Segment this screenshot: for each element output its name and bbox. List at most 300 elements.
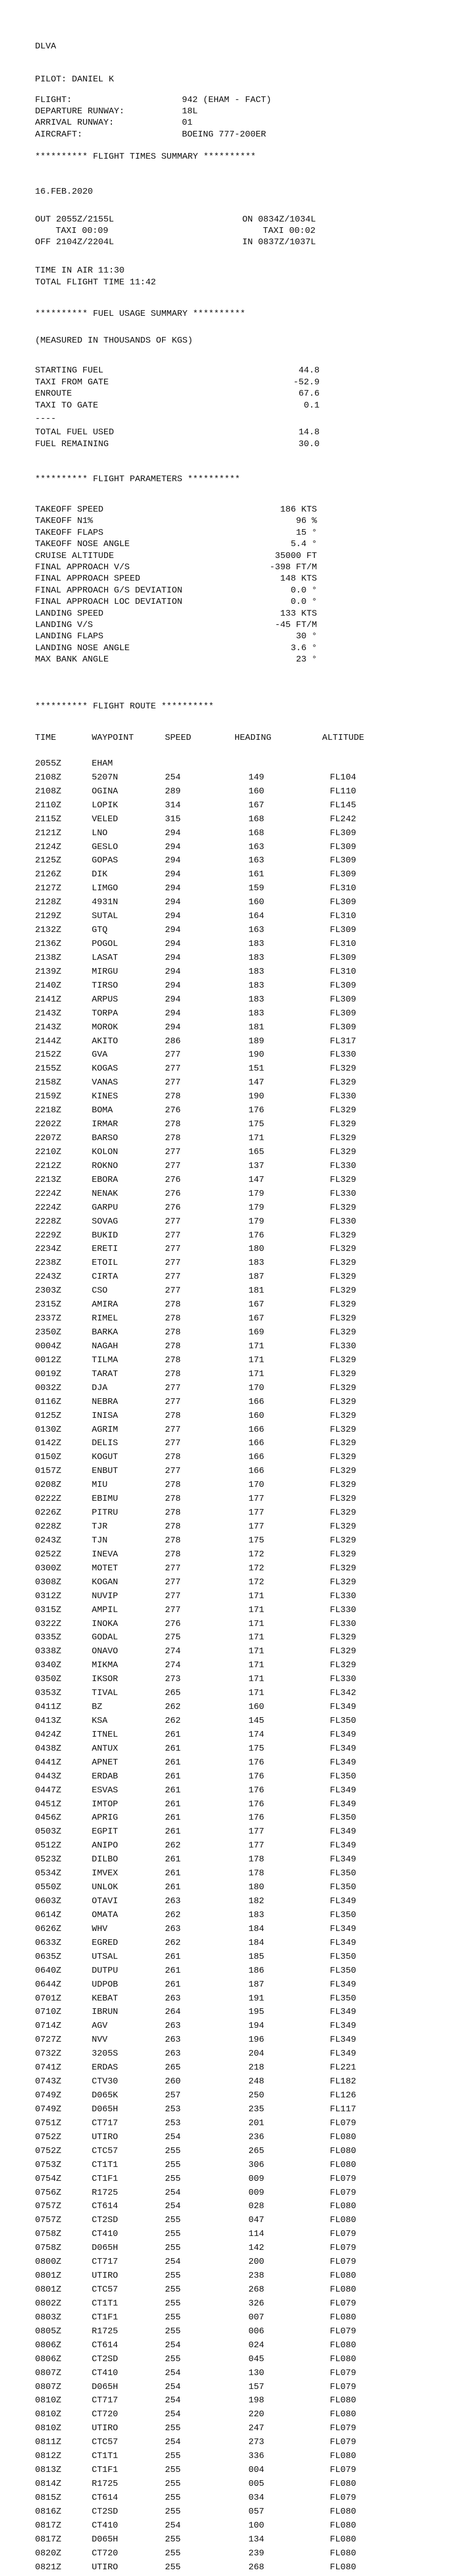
route-col-time: 0150Z — [35, 1452, 62, 1463]
route-col-speed: 254 — [165, 772, 181, 783]
route-col-time: 0757Z — [35, 2215, 62, 2226]
route-col-speed: 277 — [165, 1244, 181, 1255]
flight-route-heading: ********** FLIGHT ROUTE ********** — [35, 702, 214, 711]
route-col-altitude: FL242 — [330, 814, 357, 824]
parameter-value: 15 ° — [296, 528, 317, 538]
route-col-speed: 261 — [165, 1965, 181, 1976]
route-col-altitude: FL080 — [330, 2201, 357, 2212]
route-col-altitude: FL080 — [330, 2146, 357, 2156]
route-col-heading: 045 — [248, 2354, 264, 2364]
fuel-total-value: 14.8 — [298, 428, 320, 437]
route-col-waypoint: DUTPU — [92, 1965, 119, 1976]
route-col-heading: 134 — [248, 2534, 264, 2545]
route-col-heading: 165 — [248, 1147, 264, 1157]
route-col-heading: 326 — [248, 2298, 264, 2309]
route-col-speed: 255 — [165, 2451, 181, 2462]
route-col-waypoint: UTSAL — [92, 1952, 119, 1962]
route-col-altitude: FL329 — [330, 1244, 357, 1255]
route-col-speed: 276 — [165, 1189, 181, 1199]
route-col-time: 2238Z — [35, 1258, 62, 1268]
route-col-altitude: FL350 — [330, 1813, 357, 1823]
route-col-altitude: FL329 — [330, 1480, 357, 1490]
route-col-heading: 194 — [248, 2021, 264, 2031]
route-col-waypoint: CT410 — [92, 2229, 119, 2240]
route-col-altitude: FL080 — [330, 2160, 357, 2170]
route-col-waypoint: BARKA — [92, 1328, 119, 1338]
route-col-altitude: FL330 — [330, 1619, 357, 1629]
route-col-speed: 278 — [165, 1314, 181, 1324]
route-col-time: 0644Z — [35, 1979, 62, 1990]
route-col-waypoint: RIMEL — [92, 1314, 119, 1324]
route-col-waypoint: CT2SD — [92, 2215, 119, 2226]
route-col-time: 0802Z — [35, 2298, 62, 2309]
route-col-time: 0741Z — [35, 2063, 62, 2073]
route-col-speed: 255 — [165, 2174, 181, 2184]
route-col-speed: 255 — [165, 2229, 181, 2240]
route-col-heading: 130 — [248, 2368, 264, 2378]
route-col-speed: 277 — [165, 1397, 181, 1407]
route-col-heading: 159 — [248, 884, 264, 894]
route-col-heading: 183 — [248, 980, 264, 991]
route-col-speed: 294 — [165, 856, 181, 866]
route-col-altitude: FL080 — [330, 2562, 357, 2572]
route-col-time: 0635Z — [35, 1952, 62, 1962]
route-col-waypoint: BZ — [92, 1702, 103, 1713]
arrival-runway-value: 01 — [182, 118, 193, 128]
route-col-altitude: FL079 — [330, 2174, 357, 2184]
route-col-altitude: FL079 — [330, 2465, 357, 2476]
route-col-heading: 175 — [248, 1535, 264, 1546]
total-flight-time: TOTAL FLIGHT TIME 11:42 — [35, 278, 156, 287]
route-col-altitude: FL329 — [330, 1522, 357, 1532]
route-col-speed: 262 — [165, 1938, 181, 1948]
route-col-altitude: FL329 — [330, 1106, 357, 1116]
parameter-label: TAKEOFF NOSE ANGLE — [35, 539, 130, 550]
route-col-waypoint: NUVIP — [92, 1591, 119, 1601]
route-col-altitude: FL349 — [330, 1743, 357, 1754]
fuel-unit-note: (MEASURED IN THOUSANDS OF KGS) — [35, 336, 193, 346]
flight-label: FLIGHT: — [35, 95, 72, 105]
route-col-heading: 265 — [248, 2146, 264, 2156]
route-col-waypoint: IKSOR — [92, 1674, 119, 1685]
route-col-speed: 261 — [165, 1743, 181, 1754]
route-col-altitude: FL329 — [330, 1577, 357, 1587]
route-col-time: 0701Z — [35, 1993, 62, 2004]
route-col-heading: 177 — [248, 1522, 264, 1532]
route-col-altitude: FL350 — [330, 1965, 357, 1976]
route-col-time: 0640Z — [35, 1965, 62, 1976]
route-col-speed: 262 — [165, 1841, 181, 1851]
taxi-out-time: TAXI 00:09 — [56, 226, 109, 236]
route-col-time: 0130Z — [35, 1425, 62, 1435]
route-col-time: 2228Z — [35, 1216, 62, 1227]
route-col-heading: 178 — [248, 1855, 264, 1865]
route-col-altitude: FL110 — [330, 786, 357, 796]
route-col-waypoint: KOGAS — [92, 1064, 119, 1074]
route-col-waypoint: CT1T1 — [92, 2160, 119, 2170]
route-col-altitude: FL329 — [330, 1147, 357, 1157]
route-col-altitude: FL309 — [330, 980, 357, 991]
route-col-altitude: FL079 — [330, 2118, 357, 2128]
route-col-speed: 263 — [165, 1896, 181, 1907]
route-col-altitude: FL310 — [330, 939, 357, 950]
route-col-heading: 176 — [248, 1106, 264, 1116]
route-col-speed: 286 — [165, 1036, 181, 1046]
route-col-speed: 254 — [165, 2201, 181, 2212]
route-col-speed: 278 — [165, 1535, 181, 1546]
route-col-time: 0353Z — [35, 1688, 62, 1699]
route-col-speed: 255 — [165, 2493, 181, 2503]
route-col-altitude: FL329 — [330, 1314, 357, 1324]
route-col-heading: 171 — [248, 1619, 264, 1629]
taxi-in-time: TAXI 00:02 — [263, 226, 316, 236]
route-col-speed: 254 — [165, 2396, 181, 2406]
route-col-altitude: FL309 — [330, 842, 357, 852]
route-col-waypoint: TJN — [92, 1535, 108, 1546]
route-col-waypoint: R1725 — [92, 2188, 119, 2198]
route-col-waypoint: CTC57 — [92, 2437, 119, 2448]
route-col-time: 2212Z — [35, 1161, 62, 1171]
route-col-waypoint: DILBO — [92, 1855, 119, 1865]
route-col-altitude: FL349 — [330, 1730, 357, 1740]
route-col-time: 0243Z — [35, 1535, 62, 1546]
route-col-speed: 275 — [165, 1633, 181, 1643]
route-col-time: 0821Z — [35, 2562, 62, 2572]
route-col-speed: 262 — [165, 1716, 181, 1726]
flight-date: 16.FEB.2020 — [35, 187, 93, 197]
route-col-heading: 182 — [248, 1896, 264, 1907]
route-col-altitude: FL309 — [330, 1022, 357, 1032]
route-col-altitude: FL079 — [330, 2188, 357, 2198]
route-col-heading: 100 — [248, 2520, 264, 2531]
fuel-row-label: TAXI TO GATE — [35, 401, 98, 411]
aircraft-label: AIRCRAFT: — [35, 130, 82, 140]
route-col-heading: 170 — [248, 1480, 264, 1490]
route-col-heading: 239 — [248, 2548, 264, 2558]
route-col-heading: 189 — [248, 1036, 264, 1046]
route-col-heading: 204 — [248, 2049, 264, 2059]
route-col-heading: 157 — [248, 2382, 264, 2392]
route-col-waypoint: INISA — [92, 1411, 119, 1421]
route-col-waypoint: BARSO — [92, 1133, 119, 1144]
route-col-time: 0142Z — [35, 1438, 62, 1449]
route-col-altitude: FL080 — [330, 2506, 357, 2517]
route-col-speed: 276 — [165, 1619, 181, 1629]
fuel-total-label: FUEL REMAINING — [35, 439, 109, 449]
route-col-altitude: FL310 — [330, 967, 357, 977]
route-col-speed: 254 — [165, 2257, 181, 2267]
route-col-heading: 166 — [248, 1397, 264, 1407]
fuel-total-value: 30.0 — [298, 439, 320, 449]
route-col-heading: 176 — [248, 1771, 264, 1782]
route-col-heading: 175 — [248, 1120, 264, 1130]
route-col-altitude: FL350 — [330, 1910, 357, 1920]
route-col-altitude: FL080 — [330, 2340, 357, 2350]
route-col-time: 0727Z — [35, 2035, 62, 2045]
route-col-time: 0503Z — [35, 1827, 62, 1837]
route-col-altitude: FL329 — [330, 1411, 357, 1421]
route-col-altitude: FL079 — [330, 2424, 357, 2434]
route-col-waypoint: APNET — [92, 1757, 119, 1768]
route-col-waypoint: AGRIM — [92, 1425, 119, 1435]
off-time: OFF 2104Z/2204L — [35, 238, 114, 247]
aircraft-value: BOEING 777-200ER — [182, 130, 266, 140]
route-col-time: 0340Z — [35, 1660, 62, 1671]
route-col-speed: 277 — [165, 1425, 181, 1435]
route-col-speed: 255 — [165, 2160, 181, 2170]
route-col-altitude: FL221 — [330, 2063, 357, 2073]
route-col-time: 0523Z — [35, 1855, 62, 1865]
route-col-heading: 336 — [248, 2451, 264, 2462]
parameter-label: CRUISE ALTITUDE — [35, 551, 114, 561]
route-col-time: 0714Z — [35, 2021, 62, 2031]
route-col-waypoint: CT614 — [92, 2340, 119, 2350]
route-col-heading: 201 — [248, 2118, 264, 2128]
route-col-waypoint: KEBAT — [92, 1993, 119, 2004]
route-col-heading: 181 — [248, 1286, 264, 1296]
route-col-heading: 268 — [248, 2562, 264, 2572]
flight-times-heading: ********** FLIGHT TIMES SUMMARY ********** — [35, 152, 256, 162]
route-col-speed: 263 — [165, 2021, 181, 2031]
route-col-speed: 257 — [165, 2091, 181, 2101]
route-col-altitude: FL329 — [330, 1120, 357, 1130]
route-col-heading: 220 — [248, 2410, 264, 2420]
route-col-altitude: FL182 — [330, 2077, 357, 2087]
fuel-row-label: STARTING FUEL — [35, 366, 104, 376]
route-col-speed: 276 — [165, 1202, 181, 1213]
route-col-heading: 172 — [248, 1549, 264, 1560]
route-col-time: 0626Z — [35, 1924, 62, 1934]
route-col-heading: 195 — [248, 2007, 264, 2018]
route-col-time: 2125Z — [35, 856, 62, 866]
route-col-time: 2218Z — [35, 1106, 62, 1116]
route-col-heading: 167 — [248, 1314, 264, 1324]
route-col-time: 0807Z — [35, 2382, 62, 2392]
route-col-waypoint: D065H — [92, 2104, 119, 2114]
route-col-altitude: FL080 — [330, 2451, 357, 2462]
route-col-speed: 255 — [165, 2146, 181, 2156]
route-col-heading: 171 — [248, 1355, 264, 1365]
route-col-heading: 171 — [248, 1341, 264, 1351]
route-col-waypoint: OGINA — [92, 786, 119, 796]
route-col-heading: 160 — [248, 786, 264, 796]
route-col-waypoint: CTV30 — [92, 2077, 119, 2087]
route-col-time: 0814Z — [35, 2479, 62, 2489]
route-col-heading: 145 — [248, 1716, 264, 1726]
route-col-heading: 176 — [248, 1813, 264, 1823]
route-col-time: 0732Z — [35, 2049, 62, 2059]
route-col-speed: 255 — [165, 2271, 181, 2281]
route-col-heading: 047 — [248, 2215, 264, 2226]
route-col-altitude: FL329 — [330, 1508, 357, 1518]
route-col-speed: 253 — [165, 2118, 181, 2128]
route-col-time: 2127Z — [35, 884, 62, 894]
route-col-waypoint: POGOL — [92, 939, 119, 950]
route-col-waypoint: KOGUT — [92, 1452, 119, 1463]
parameter-value: 186 KTS — [280, 505, 317, 515]
route-col-waypoint: UTIRO — [92, 2271, 119, 2281]
route-col-waypoint: DJA — [92, 1383, 108, 1393]
route-col-waypoint: AMIRA — [92, 1300, 119, 1310]
route-col-heading: 183 — [248, 994, 264, 1005]
route-col-heading: 174 — [248, 1730, 264, 1740]
route-col-altitude: FL350 — [330, 1883, 357, 1893]
route-col-speed: 278 — [165, 1341, 181, 1351]
route-col-speed: 294 — [165, 828, 181, 838]
parameter-value: 96 % — [296, 516, 317, 527]
route-col-speed: 294 — [165, 870, 181, 880]
route-col-waypoint: EGRED — [92, 1938, 119, 1948]
parameter-label: LANDING SPEED — [35, 608, 104, 619]
route-col-altitude: FL329 — [330, 1633, 357, 1643]
route-col-waypoint: ONAVO — [92, 1647, 119, 1657]
route-col-time: 0810Z — [35, 2410, 62, 2420]
route-col-altitude: FL329 — [330, 1369, 357, 1379]
route-col-time: 0710Z — [35, 2007, 62, 2018]
route-col-heading: 176 — [248, 1785, 264, 1795]
route-col-speed-header: SPEED — [165, 733, 192, 743]
route-col-heading: 167 — [248, 800, 264, 810]
route-col-time: 0810Z — [35, 2396, 62, 2406]
route-col-speed: 277 — [165, 1605, 181, 1615]
route-col-waypoint-header: WAYPOINT — [92, 733, 134, 743]
route-col-speed: 254 — [165, 2410, 181, 2420]
route-col-heading: 168 — [248, 828, 264, 838]
route-col-speed: 294 — [165, 925, 181, 936]
route-col-heading: 190 — [248, 1092, 264, 1102]
route-col-speed: 255 — [165, 2506, 181, 2517]
parameter-label: LANDING V/S — [35, 620, 93, 630]
route-col-heading: 176 — [248, 1230, 264, 1241]
route-col-speed: 278 — [165, 1452, 181, 1463]
route-col-time: 2124Z — [35, 842, 62, 852]
flight-value: 942 (EHAM - FACT) — [182, 95, 272, 105]
route-col-speed: 261 — [165, 1855, 181, 1865]
route-col-time: 0451Z — [35, 1799, 62, 1809]
route-col-waypoint: D065H — [92, 2382, 119, 2392]
parameter-label: LANDING FLAPS — [35, 632, 104, 642]
route-col-waypoint: CT717 — [92, 2396, 119, 2406]
route-col-heading: 171 — [248, 1660, 264, 1671]
route-col-heading: 009 — [248, 2174, 264, 2184]
route-col-altitude: FL080 — [330, 2312, 357, 2323]
parameter-label: LANDING NOSE ANGLE — [35, 643, 130, 653]
route-col-altitude: FL349 — [330, 1855, 357, 1865]
route-col-speed: 274 — [165, 1660, 181, 1671]
route-col-waypoint: CT1T1 — [92, 2451, 119, 2462]
route-col-speed: 277 — [165, 1050, 181, 1060]
parameter-value: 35000 FT — [275, 551, 317, 561]
parameter-value: 30 ° — [296, 632, 317, 642]
route-col-time: 2132Z — [35, 925, 62, 936]
route-col-heading: 273 — [248, 2437, 264, 2448]
route-col-speed: 262 — [165, 1702, 181, 1713]
route-col-time: 0815Z — [35, 2493, 62, 2503]
route-col-waypoint: OTAVI — [92, 1896, 119, 1907]
route-col-waypoint: GESLO — [92, 842, 119, 852]
route-col-time: 0800Z — [35, 2257, 62, 2267]
route-col-speed: 294 — [165, 1008, 181, 1019]
route-col-waypoint: CT1F1 — [92, 2312, 119, 2323]
route-col-speed: 263 — [165, 2049, 181, 2059]
route-col-heading: 179 — [248, 1202, 264, 1213]
route-col-altitude: FL079 — [330, 2493, 357, 2503]
route-col-heading: 191 — [248, 1993, 264, 2004]
route-col-time: 2159Z — [35, 1092, 62, 1102]
route-col-heading: 161 — [248, 870, 264, 880]
route-col-waypoint: ENBUT — [92, 1466, 119, 1477]
route-col-waypoint: CT614 — [92, 2201, 119, 2212]
route-col-altitude: FL329 — [330, 1230, 357, 1241]
route-col-altitude: FL080 — [330, 2534, 357, 2545]
route-col-altitude: FL349 — [330, 1896, 357, 1907]
company-code: DLVA — [35, 42, 56, 52]
route-col-time: 0300Z — [35, 1563, 62, 1573]
route-col-time: 0803Z — [35, 2312, 62, 2323]
route-col-speed: 255 — [165, 2562, 181, 2572]
route-col-time: 2129Z — [35, 911, 62, 922]
route-col-speed: 278 — [165, 1355, 181, 1365]
route-col-altitude: FL330 — [330, 1092, 357, 1102]
parameter-label: TAKEOFF FLAPS — [35, 528, 104, 538]
route-col-altitude: FL317 — [330, 1036, 357, 1046]
route-col-time: 2202Z — [35, 1120, 62, 1130]
route-col-speed: 262 — [165, 1910, 181, 1920]
route-col-time: 0456Z — [35, 1813, 62, 1823]
route-col-time: 0335Z — [35, 1633, 62, 1643]
route-col-speed: 261 — [165, 1799, 181, 1809]
route-col-speed: 278 — [165, 1369, 181, 1379]
route-col-speed: 277 — [165, 1147, 181, 1157]
route-col-waypoint: CT720 — [92, 2410, 119, 2420]
route-col-time: 0441Z — [35, 1757, 62, 1768]
route-col-time: 0806Z — [35, 2340, 62, 2350]
route-col-altitude: FL349 — [330, 1785, 357, 1795]
route-col-heading: 004 — [248, 2465, 264, 2476]
route-col-waypoint: ERETI — [92, 1244, 119, 1255]
route-col-speed: 261 — [165, 1869, 181, 1879]
route-col-waypoint: LOPIK — [92, 800, 119, 810]
route-col-time: 0222Z — [35, 1494, 62, 1504]
route-col-altitude: FL349 — [330, 1757, 357, 1768]
route-col-altitude: FL329 — [330, 1549, 357, 1560]
route-col-waypoint: DIK — [92, 870, 108, 880]
route-col-altitude: FL079 — [330, 2326, 357, 2336]
route-col-speed: 278 — [165, 1508, 181, 1518]
route-col-heading: 171 — [248, 1633, 264, 1643]
route-col-time: 0125Z — [35, 1411, 62, 1421]
route-col-speed: 255 — [165, 2298, 181, 2309]
route-col-time: 2224Z — [35, 1189, 62, 1199]
route-col-time: 2158Z — [35, 1078, 62, 1088]
route-col-altitude: FL350 — [330, 1716, 357, 1726]
route-col-altitude: FL309 — [330, 1008, 357, 1019]
route-col-waypoint: CT614 — [92, 2493, 119, 2503]
route-col-waypoint: PITRU — [92, 1508, 119, 1518]
route-col-waypoint: EBIMU — [92, 1494, 119, 1504]
route-col-altitude: FL349 — [330, 1702, 357, 1713]
route-col-waypoint: 3205S — [92, 2049, 119, 2059]
route-col-time: 0603Z — [35, 1896, 62, 1907]
route-col-time: 0019Z — [35, 1369, 62, 1379]
route-col-time: 0813Z — [35, 2465, 62, 2476]
route-col-speed: 273 — [165, 1674, 181, 1685]
route-col-speed: 277 — [165, 1563, 181, 1573]
route-col-waypoint: CT720 — [92, 2548, 119, 2558]
route-col-heading: 160 — [248, 897, 264, 908]
route-col-altitude: FL329 — [330, 1452, 357, 1463]
route-col-heading: 170 — [248, 1383, 264, 1393]
